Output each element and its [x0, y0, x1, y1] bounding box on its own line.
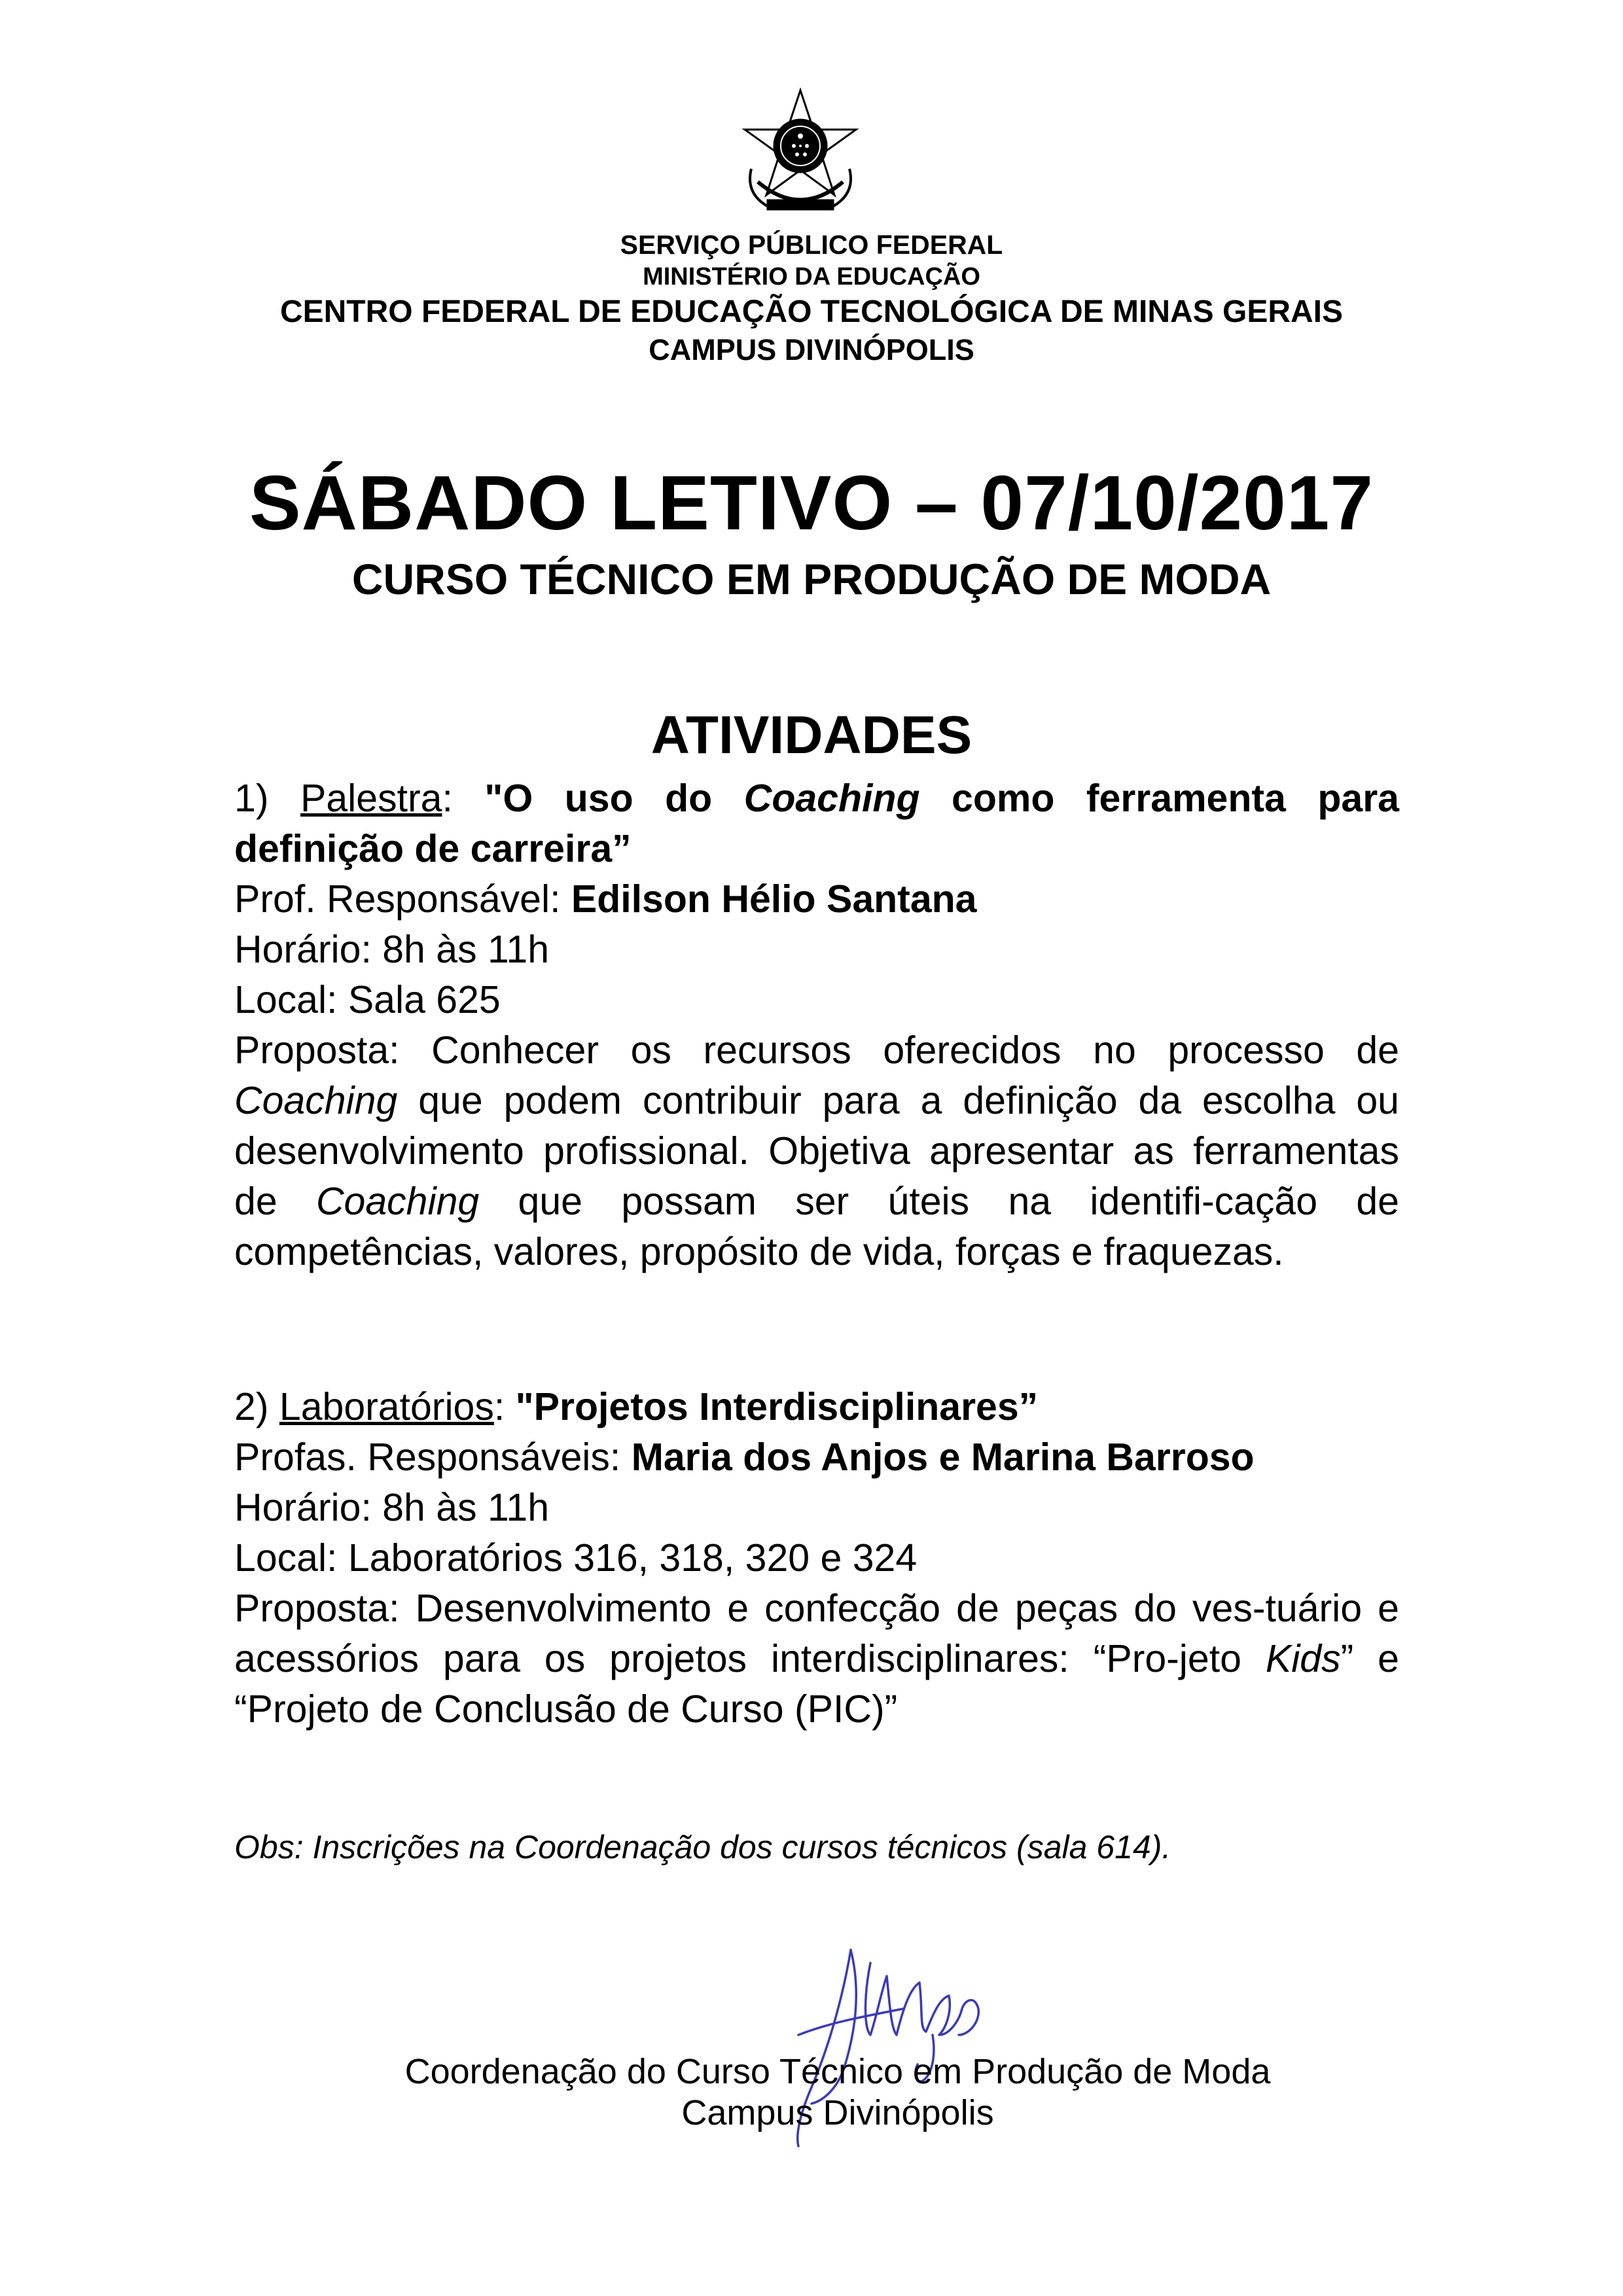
activity-2-prof	[234, 1432, 1399, 1483]
activity-2-horario: Horário: 8h às 11h	[234, 1486, 550, 1529]
activity-2-proposta-b: Kids	[1265, 1637, 1341, 1680]
observation-note: Obs: Inscrições na Coordenação dos cursos técnicos (sala 614).	[234, 1829, 1171, 1865]
footer-campus: Campus Divinópolis	[681, 2093, 994, 2132]
activity-1-title-a: "O uso do	[484, 777, 744, 820]
activity-1-title-b: Coaching	[743, 777, 920, 820]
activity-2-proposta	[234, 1583, 1399, 1735]
header-line-service: SERVIÇO PÚBLICO FEDERAL	[620, 230, 1003, 260]
activity-1	[234, 773, 1399, 1277]
activity-1-horario: Horário: 8h às 11h	[234, 928, 550, 971]
page-title: SÁBADO LETIVO – 07/10/2017	[249, 460, 1374, 546]
activity-2-type: Laboratórios	[279, 1385, 494, 1428]
activity-2-proposta-a: Proposta: Desenvolvimento e confecção de peças do ves-tuário e acessórios para os projetos interdisciplinares: “Pro-jeto	[234, 1587, 1399, 1680]
activity-1-type: Palestra	[300, 777, 442, 820]
activity-2-local: Local: Laboratórios 316, 318, 320 e 324	[234, 1536, 918, 1580]
activity-2	[234, 1382, 1399, 1735]
brazil-coat-of-arms-icon	[732, 84, 869, 221]
activity-1-proposta-c: que podem contribuir para a definição da escolha ou desenvolvimento profissional. Objetiva apresentar as ferramentas de	[234, 1079, 1399, 1223]
activity-1-proposta-e: que possam ser úteis na identifi-cação de competências, valores, propósito de vida, forças e fraquezas.	[234, 1180, 1399, 1273]
activity-2-prof-label: Profas. Responsáveis:	[234, 1436, 632, 1479]
activity-1-proposta-b: Coaching	[234, 1079, 398, 1122]
activity-1-proposta-d: Coaching	[315, 1180, 480, 1223]
activity-2-number: 2)	[234, 1385, 269, 1428]
activity-1-title: 1) Palestra: "O uso do Coaching como ferramenta para definição de carreira”	[234, 777, 1399, 870]
activity-2-prof-name: Maria dos Anjos e Marina Barroso	[631, 1436, 1255, 1479]
activity-1-proposta-a: Proposta: Conhecer os recursos oferecidos no processo de	[234, 1029, 1399, 1072]
activity-1-prof-label: Prof. Responsável:	[234, 877, 571, 921]
activity-1-local: Local: Sala 625	[234, 978, 501, 1021]
page-subtitle: CURSO TÉCNICO EM PRODUÇÃO DE MODA	[351, 555, 1272, 603]
section-heading: ATIVIDADES	[651, 705, 972, 765]
header-line-campus: CAMPUS DIVINÓPOLIS	[649, 333, 974, 366]
activity-2-title: 2) Laboratórios: "Projetos Interdisciplinares”	[234, 1385, 1039, 1428]
activity-1-title-c: como ferramenta para definição de carreira”	[234, 777, 1399, 870]
activity-2-title-text: "Projetos Interdisciplinares”	[515, 1385, 1039, 1428]
activity-2-proposta-c: ” e “Projeto de Conclusão de Curso (PIC)”	[234, 1637, 1399, 1731]
activity-1-proposta	[234, 1025, 1399, 1277]
activity-1-prof	[234, 874, 1399, 925]
header-line-ministry: MINISTÉRIO DA EDUCAÇÃO	[643, 263, 980, 291]
activity-1-number: 1)	[234, 777, 269, 820]
activity-1-prof-name: Edilson Hélio Santana	[571, 877, 977, 921]
header-line-institution: CENTRO FEDERAL DE EDUCAÇÃO TECNOLÓGICA DE MINAS GERAIS	[279, 294, 1344, 329]
footer-coordination: Coordenação do Curso Técnico em Produção de Moda	[404, 2052, 1271, 2091]
